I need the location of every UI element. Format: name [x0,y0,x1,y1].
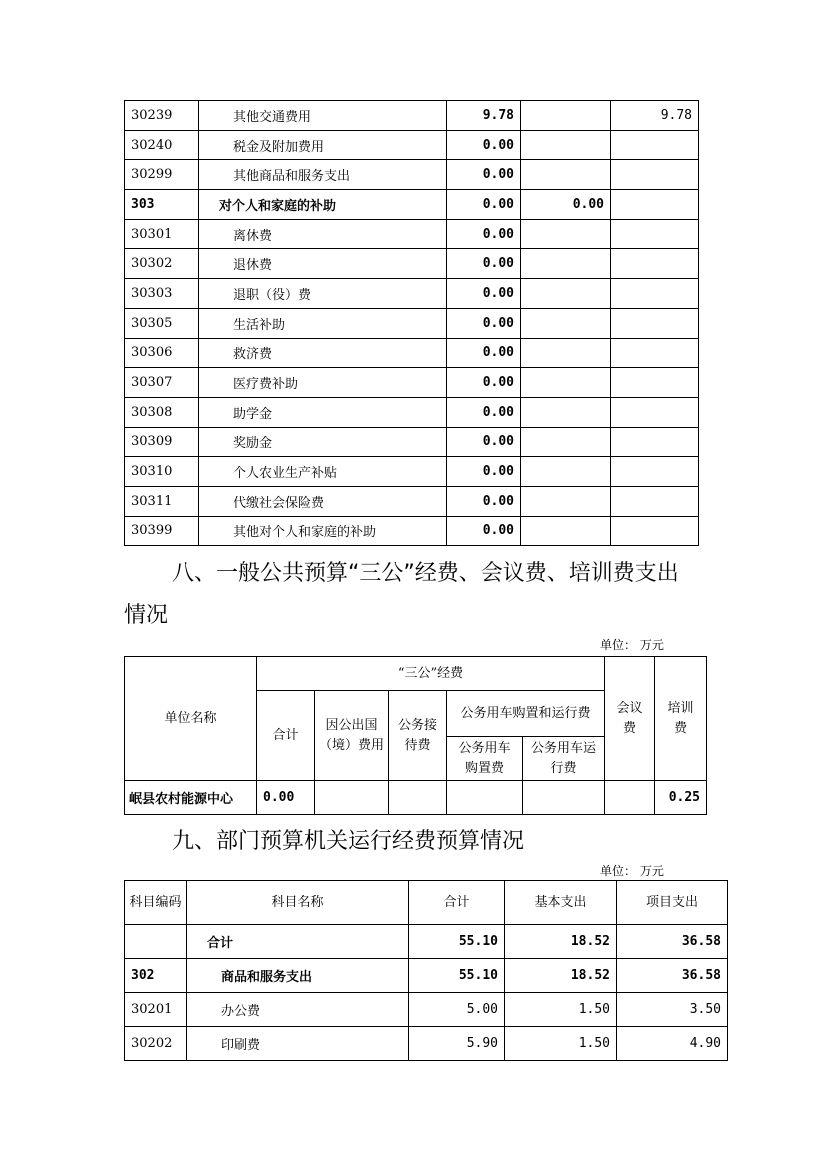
header-total: 合计 [257,691,315,781]
cell-total: 55.10 [409,959,505,993]
cell-code: 30399 [125,516,199,546]
cell-basic [521,160,611,190]
cell-code: 30240 [125,130,199,160]
cell-name: 助学金 [199,397,447,427]
cell-project [611,486,699,516]
row-meeting [605,781,655,815]
cell-basic [521,249,611,279]
cell-total: 0.00 [447,219,521,249]
cell-total: 0.00 [447,130,521,160]
header-meeting: 会议费 [605,657,655,781]
cell-total: 9.78 [447,101,521,131]
cell-total: 0.00 [447,486,521,516]
row-reception [389,781,447,815]
section9-unit: 单位： 万元 [600,864,664,878]
header-sangong: “三公”经费 [257,657,605,691]
cell-name: 生活补助 [199,308,447,338]
cell-basic [521,457,611,487]
cell-total: 0.00 [447,427,521,457]
cell-total: 55.10 [409,925,505,959]
cell-project [611,338,699,368]
cell-name: 救济费 [199,338,447,368]
cell-code: 30311 [125,486,199,516]
row-abroad [315,781,389,815]
header-abroad: 因公出国（境）费用 [315,691,389,781]
table-row [125,397,699,427]
cell-project [611,427,699,457]
cell-total: 5.00 [409,993,505,1027]
table-row [125,1027,728,1061]
operating-cost-table [124,880,728,1061]
table-row [125,338,699,368]
row-vehicle-purchase [447,781,523,815]
header-basic: 基本支出 [505,881,617,925]
cell-code: 302 [125,959,187,993]
table-row [125,993,728,1027]
header-vehicle-purchase: 公务用车购置费 [447,737,523,781]
cell-name: 税金及附加费用 [199,130,447,160]
cell-basic [521,368,611,398]
table-row [125,130,699,160]
section8-title-line2: 情况 [124,603,169,628]
cell-name: 合计 [187,925,409,959]
cell-total: 0.00 [447,457,521,487]
cell-project [611,279,699,309]
cell-basic [521,219,611,249]
cell-code: 30308 [125,397,199,427]
table-row [125,190,699,220]
cell-project: 9.78 [611,101,699,131]
cell-total: 0.00 [447,338,521,368]
cell-name: 办公费 [187,993,409,1027]
cell-basic [521,427,611,457]
cell-project [611,249,699,279]
cell-total: 0.00 [447,397,521,427]
cell-name: 印刷费 [187,1027,409,1061]
cell-project: 36.58 [617,959,728,993]
cell-basic [521,308,611,338]
cell-project: 3.50 [617,993,728,1027]
cell-name: 退休费 [199,249,447,279]
cell-basic [521,338,611,368]
cell-name: 商品和服务支出 [187,959,409,993]
cell-basic [521,516,611,546]
header-total: 合计 [409,881,505,925]
sangong-table [124,656,707,815]
header-unit-name: 单位名称 [125,657,257,781]
cell-basic: 18.52 [505,959,617,993]
row-training: 0.25 [655,781,707,815]
cell-total: 0.00 [447,368,521,398]
row-unit-name: 岷县农村能源中心 [125,781,257,815]
table-row [125,959,728,993]
table-row [125,308,699,338]
cell-project [611,368,699,398]
cell-project [611,308,699,338]
cell-basic [521,279,611,309]
cell-project [611,457,699,487]
cell-code: 30301 [125,219,199,249]
cell-basic [521,397,611,427]
section8-title: 八、一般公共预算“三公”经费、会议费、培训费支出 [172,561,679,586]
cell-project [611,516,699,546]
cell-code: 30303 [125,279,199,309]
table-row [125,457,699,487]
table-row [125,101,699,131]
cell-total: 0.00 [447,516,521,546]
table-row [125,427,699,457]
table-row [125,219,699,249]
header-reception: 公务接待费 [389,691,447,781]
cell-basic [521,486,611,516]
cell-basic [521,101,611,131]
cell-total: 5.90 [409,1027,505,1061]
table-row [125,516,699,546]
table-row [125,279,699,309]
row-vehicle-run [523,781,605,815]
header-project: 项目支出 [617,881,728,925]
cell-name: 个人农业生产补贴 [199,457,447,487]
table-row [125,368,699,398]
cell-total: 0.00 [447,308,521,338]
cell-basic: 1.50 [505,1027,617,1061]
cell-project: 36.58 [617,925,728,959]
cell-name: 代缴社会保险费 [199,486,447,516]
cell-code: 303 [125,190,199,220]
section9-title: 九、部门预算机关运行经费预算情况 [172,829,525,854]
cell-name: 其他商品和服务支出 [199,160,447,190]
table-row [125,249,699,279]
cell-total: 0.00 [447,249,521,279]
cell-name: 奖励金 [199,427,447,457]
cell-name: 其他交通费用 [199,101,447,131]
cell-total: 0.00 [447,190,521,220]
cell-project [611,397,699,427]
cell-basic: 0.00 [521,190,611,220]
cell-code: 30309 [125,427,199,457]
cell-name: 其他对个人和家庭的补助 [199,516,447,546]
cell-code: 30307 [125,368,199,398]
cell-basic: 18.52 [505,925,617,959]
cell-code: 30305 [125,308,199,338]
header-name: 科目名称 [187,881,409,925]
cell-code: 30310 [125,457,199,487]
cell-project [611,190,699,220]
table-row [125,160,699,190]
cell-total: 0.00 [447,160,521,190]
cell-code: 30201 [125,993,187,1027]
cell-name: 医疗费补助 [199,368,447,398]
cell-project [611,160,699,190]
cell-basic [521,130,611,160]
header-code: 科目编码 [125,881,187,925]
table-row [125,486,699,516]
cell-code [125,925,187,959]
cell-project [611,219,699,249]
row-total: 0.00 [257,781,315,815]
cell-name: 对个人和家庭的补助 [199,190,447,220]
cell-project [611,130,699,160]
cell-name: 退职（役）费 [199,279,447,309]
cell-total: 0.00 [447,279,521,309]
cell-code: 30302 [125,249,199,279]
cell-project: 4.90 [617,1027,728,1061]
header-training: 培训费 [655,657,707,781]
table-row [125,925,728,959]
header-vehicle-run: 公务用车运行费 [523,737,605,781]
expense-detail-table [124,100,699,546]
cell-basic: 1.50 [505,993,617,1027]
section8-unit: 单位： 万元 [600,638,664,652]
cell-code: 30239 [125,101,199,131]
cell-code: 30202 [125,1027,187,1061]
cell-name: 离休费 [199,219,447,249]
cell-code: 30299 [125,160,199,190]
cell-code: 30306 [125,338,199,368]
header-vehicle: 公务用车购置和运行费 [447,691,605,737]
